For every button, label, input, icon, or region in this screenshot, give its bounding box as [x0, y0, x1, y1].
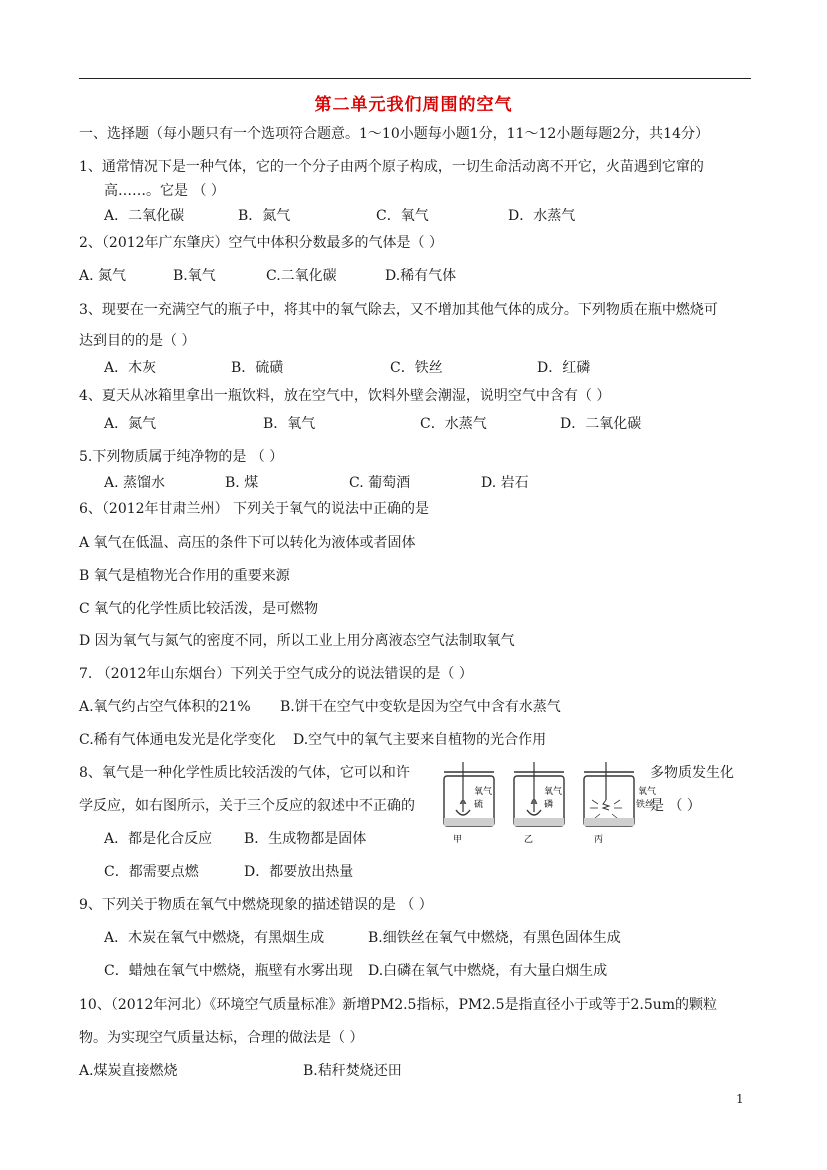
question-8-stem-line1b: 多物质发生化 [650, 765, 734, 781]
question-1-option-c: C．氧气 [376, 208, 429, 224]
question-4-option-b: B．氧气 [263, 416, 316, 432]
jar-phosphorus [514, 762, 564, 844]
header-rule [79, 78, 751, 79]
question-8-stem-line2b: 是 （ ） [650, 798, 701, 814]
question-8-option-a: A．都是化合反应 [104, 831, 213, 847]
question-3-option-c: C．铁丝 [390, 360, 443, 376]
question-4-option-a: A．氮气 [104, 416, 157, 432]
question-1-option-d: D．水蒸气 [508, 208, 576, 224]
question-2-stem: 2、（2012年广东肇庆）空气中体积分数最多的气体是（ ） [79, 235, 443, 251]
question-3-stem-line1: 3、现要在一充满空气的瓶子中，将其中的氧气除去，又不增加其他气体的成分。下列物质在瓶中燃烧可 [79, 302, 718, 318]
page-title: 第二单元我们周围的空气 [314, 95, 513, 115]
question-3-option-d: D．红磷 [537, 360, 591, 376]
question-5-option-b: B. 煤 [225, 475, 259, 491]
question-4-stem: 4、夏天从冰箱里拿出一瓶饮料，放在空气中，饮料外壁会潮湿，说明空气中含有（ ） [79, 388, 611, 404]
question-7-option-c: C.稀有气体通电发光是化学变化 [79, 732, 276, 748]
question-9-stem: 9、下列关于物质在氧气中燃烧现象的描述错误的是 （ ） [79, 897, 433, 913]
question-3-option-a: A．木灰 [104, 360, 157, 376]
jar1-substance-label: 硫 [474, 799, 484, 809]
jar-iron-wire [584, 762, 656, 844]
question-9-option-d: D.白磷在氧气中燃烧，有大量白烟生成 [368, 963, 608, 979]
question-8-stem-line2a: 学反应，如右图所示，关于三个反应的叙述中不正确的 [79, 798, 415, 814]
question-6-stem: 6、（2012年甘肃兰州） 下列关于氧气的说法中正确的是 [79, 501, 429, 517]
question-1-option-a: A．二氧化碳 [104, 208, 185, 224]
jar1-caption: 甲 [453, 834, 463, 844]
jar2-substance-label: 磷 [544, 799, 554, 809]
question-1-stem-line2: 高……。它是 （ ） [104, 183, 225, 199]
question-10-option-b: B.秸秆焚烧还田 [303, 1063, 402, 1079]
question-3-option-b: B．硫磺 [231, 360, 284, 376]
question-2-option-b: B.氧气 [173, 268, 216, 284]
question-5-option-c: C. 葡萄酒 [349, 475, 411, 491]
question-9-option-b: B.细铁丝在氧气中燃烧，有黑色固体生成 [368, 930, 621, 946]
question-8-option-c: C．都需要点燃 [104, 864, 199, 880]
question-5-option-d: D. 岩石 [481, 475, 529, 491]
jar3-substance-label: 铁丝 [636, 799, 655, 809]
section-heading: 一、选择题（每小题只有一个选项符合题意。1～10小题每小题1分，11～12小题每题2分，共14分） [79, 126, 709, 142]
question-6-option-c: C 氧气的化学性质比较活泼，是可燃物 [79, 601, 319, 617]
question-7-stem: 7. （2012年山东烟台）下列关于空气成分的说法错误的是（ ） [79, 666, 473, 682]
question-6-option-a: A 氧气在低温、高压的条件下可以转化为液体或者固体 [79, 535, 416, 551]
question-5-option-a: A. 蒸馏水 [104, 475, 166, 491]
jar2-gas-label: 氧气 [544, 786, 563, 796]
question-8-stem-line1a: 8、氧气是一种化学性质比较活泼的气体，它可以和许 [79, 765, 410, 781]
question-3-stem-line2: 达到目的的是（ ） [79, 333, 196, 349]
question-2-option-a: A. 氮气 [79, 268, 127, 284]
question-4-option-c: C．水蒸气 [420, 416, 487, 432]
combustion-jars-figure [440, 760, 657, 846]
question-10-stem-line1: 10、（2012年河北）《环境空气质量标准》新增PM2.5指标，PM2.5是指直径小于或等于2.5um的颗粒 [79, 997, 718, 1013]
jar3-caption: 丙 [594, 834, 604, 844]
jar2-caption: 乙 [524, 834, 534, 844]
question-2-option-c: C.二氧化碳 [266, 268, 337, 284]
jar3-gas-label: 氧气 [638, 786, 657, 796]
question-2-option-d: D.稀有气体 [385, 268, 457, 284]
question-4-option-d: D．二氧化碳 [560, 416, 642, 432]
question-6-option-b: B 氧气是植物光合作用的重要来源 [79, 568, 290, 584]
question-1-option-b: B．氮气 [238, 208, 291, 224]
question-10-stem-line2: 物。为实现空气质量达标，合理的做法是（ ） [79, 1030, 364, 1046]
page-number: 1 [736, 1092, 744, 1106]
question-5-stem: 5.下列物质属于纯净物的是 （ ） [79, 449, 284, 465]
jar1-gas-label: 氧气 [474, 786, 493, 796]
question-7-option-b: B.饼干在空气中变软是因为空气中含有水蒸气 [280, 699, 561, 715]
question-8-option-b: B．生成物都是固体 [244, 831, 367, 847]
question-7-option-a: A.氧气约占空气体积的21% [79, 699, 251, 715]
jar-sulfur [444, 762, 494, 844]
question-9-option-a: A．木炭在氧气中燃烧，有黑烟生成 [104, 930, 325, 946]
question-1-stem-line1: 1、通常情况下是一种气体，它的一个分子由两个原子构成，一切生命活动离不开它，火苗遇到它窜的 [79, 159, 704, 175]
question-10-option-a: A.煤炭直接燃烧 [79, 1063, 178, 1079]
question-9-option-c: C．蜡烛在氧气中燃烧，瓶壁有水雾出现 [104, 963, 353, 979]
question-7-option-d: D.空气中的氧气主要来自植物的光合作用 [293, 732, 547, 748]
question-8-option-d: D．都要放出热量 [244, 864, 354, 880]
question-6-option-d: D 因为氧气与氮气的密度不同，所以工业上用分离液态空气法制取氧气 [79, 633, 515, 649]
